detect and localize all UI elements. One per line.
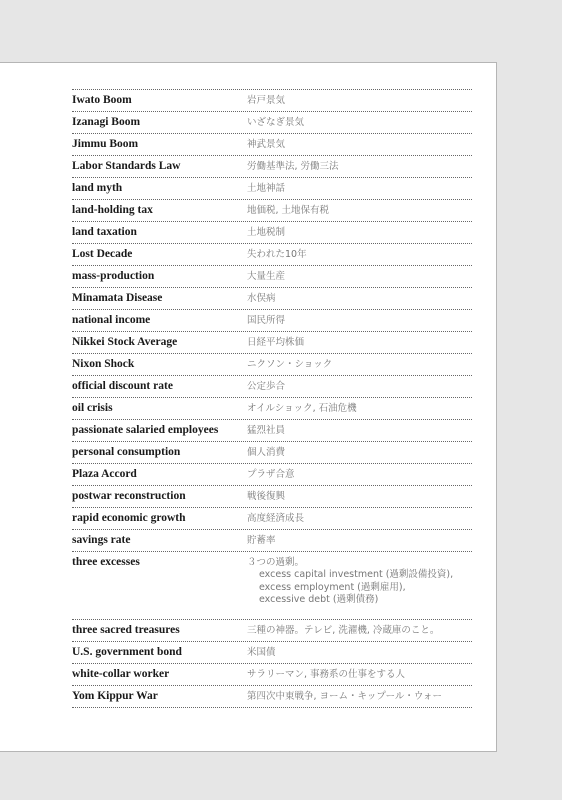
glossary-term: Plaza Accord [72, 468, 137, 480]
glossary-row [72, 178, 472, 200]
glossary-translation: いざなぎ景気 [247, 117, 305, 128]
glossary-translation: プラザ合意 [247, 469, 295, 480]
glossary-term: Iwato Boom [72, 94, 132, 106]
glossary-subitem: excess employment (過剰雇用), [259, 581, 406, 593]
glossary-row [72, 508, 472, 530]
glossary-translation: 三種の神器。テレビ, 洗濯機, 冷蔵庫のこと。 [247, 625, 440, 636]
glossary-row [72, 244, 472, 266]
glossary-row [72, 642, 472, 664]
glossary-row [72, 530, 472, 552]
glossary-row [72, 486, 472, 508]
glossary-subitem: excessive debt (過剰債務) [259, 594, 379, 605]
glossary-term: U.S. government bond [72, 646, 182, 658]
glossary-row [72, 354, 472, 376]
glossary-translation: 個人消費 [247, 447, 286, 458]
glossary-row [72, 332, 472, 354]
glossary-row [72, 552, 472, 620]
glossary-translation-block [247, 556, 472, 607]
glossary-row [72, 442, 472, 464]
glossary-term: Labor Standards Law [72, 160, 181, 172]
glossary-translation: 日経平均株価 [247, 337, 305, 348]
glossary-row [72, 310, 472, 332]
glossary-term: Izanagi Boom [72, 116, 141, 128]
glossary-row [72, 664, 472, 686]
glossary-translation: 猛烈社員 [247, 425, 286, 436]
glossary-translation: ３つの過剰。 [247, 557, 305, 568]
glossary-term: mass-production [72, 270, 155, 282]
glossary-term: savings rate [72, 534, 131, 546]
glossary-row [72, 156, 472, 178]
glossary-term: Yom Kippur War [72, 690, 158, 702]
glossary-row [72, 112, 472, 134]
glossary-translation: サラリーマン, 事務系の仕事をする人 [247, 669, 406, 680]
glossary-translation: 大量生産 [247, 271, 286, 282]
glossary-translation: 公定歩合 [247, 381, 286, 392]
glossary-subitem: excess capital investment (過剰設備投資), [259, 569, 454, 580]
glossary-term: official discount rate [72, 380, 173, 392]
glossary-translation: 貯蓄率 [247, 535, 276, 546]
glossary-translation: 地価税, 土地保有税 [247, 205, 330, 216]
glossary-row [72, 90, 472, 112]
glossary-translation: 米国債 [247, 647, 276, 658]
glossary-translation: ニクソン・ショック [247, 359, 333, 370]
glossary-translation: 土地神話 [247, 183, 286, 194]
glossary-row [72, 620, 472, 642]
glossary-row [72, 288, 472, 310]
glossary-term: white-collar worker [72, 668, 170, 680]
glossary-row [72, 420, 472, 442]
glossary-translation: 国民所得 [247, 315, 286, 326]
glossary-translation: 労働基準法, 労働三法 [247, 161, 339, 172]
glossary-translation: 水俣病 [247, 293, 276, 304]
glossary-row [72, 398, 472, 420]
glossary-term: passionate salaried employees [72, 424, 219, 436]
glossary-term: Nikkei Stock Average [72, 336, 178, 348]
glossary-row [72, 134, 472, 156]
glossary-translation: 高度経済成長 [247, 513, 305, 524]
glossary-translation: 土地税制 [247, 227, 286, 238]
glossary-term: oil crisis [72, 402, 113, 414]
glossary-term: postwar reconstruction [72, 490, 186, 502]
document-page [0, 62, 497, 752]
glossary-row [72, 222, 472, 244]
glossary-translation: 戦後復興 [247, 491, 286, 502]
glossary-term: rapid economic growth [72, 512, 186, 524]
glossary-term: personal consumption [72, 446, 181, 458]
glossary-translation: 失われた10年 [247, 249, 307, 260]
glossary-translation: 神武景気 [247, 139, 286, 150]
glossary-row [72, 464, 472, 486]
glossary-translation: オイルショック, 石油危機 [247, 403, 357, 414]
glossary-row [72, 376, 472, 398]
glossary-table [72, 89, 472, 708]
glossary-row [72, 200, 472, 222]
glossary-term: Lost Decade [72, 248, 133, 260]
glossary-term: Minamata Disease [72, 292, 163, 304]
glossary-translation: 第四次中東戦争, ヨーム・キップール・ウォー [247, 691, 442, 702]
glossary-row [72, 686, 472, 708]
glossary-term: Jimmu Boom [72, 138, 139, 150]
glossary-translation: 岩戸景気 [247, 95, 286, 106]
glossary-term: three sacred treasures [72, 624, 180, 636]
glossary-row [72, 266, 472, 288]
glossary-term: land-holding tax [72, 204, 153, 216]
glossary-term: three excesses [72, 556, 140, 568]
glossary-term: land myth [72, 182, 123, 194]
glossary-term: land taxation [72, 226, 137, 238]
glossary-term: national income [72, 314, 151, 326]
glossary-term: Nixon Shock [72, 358, 135, 370]
